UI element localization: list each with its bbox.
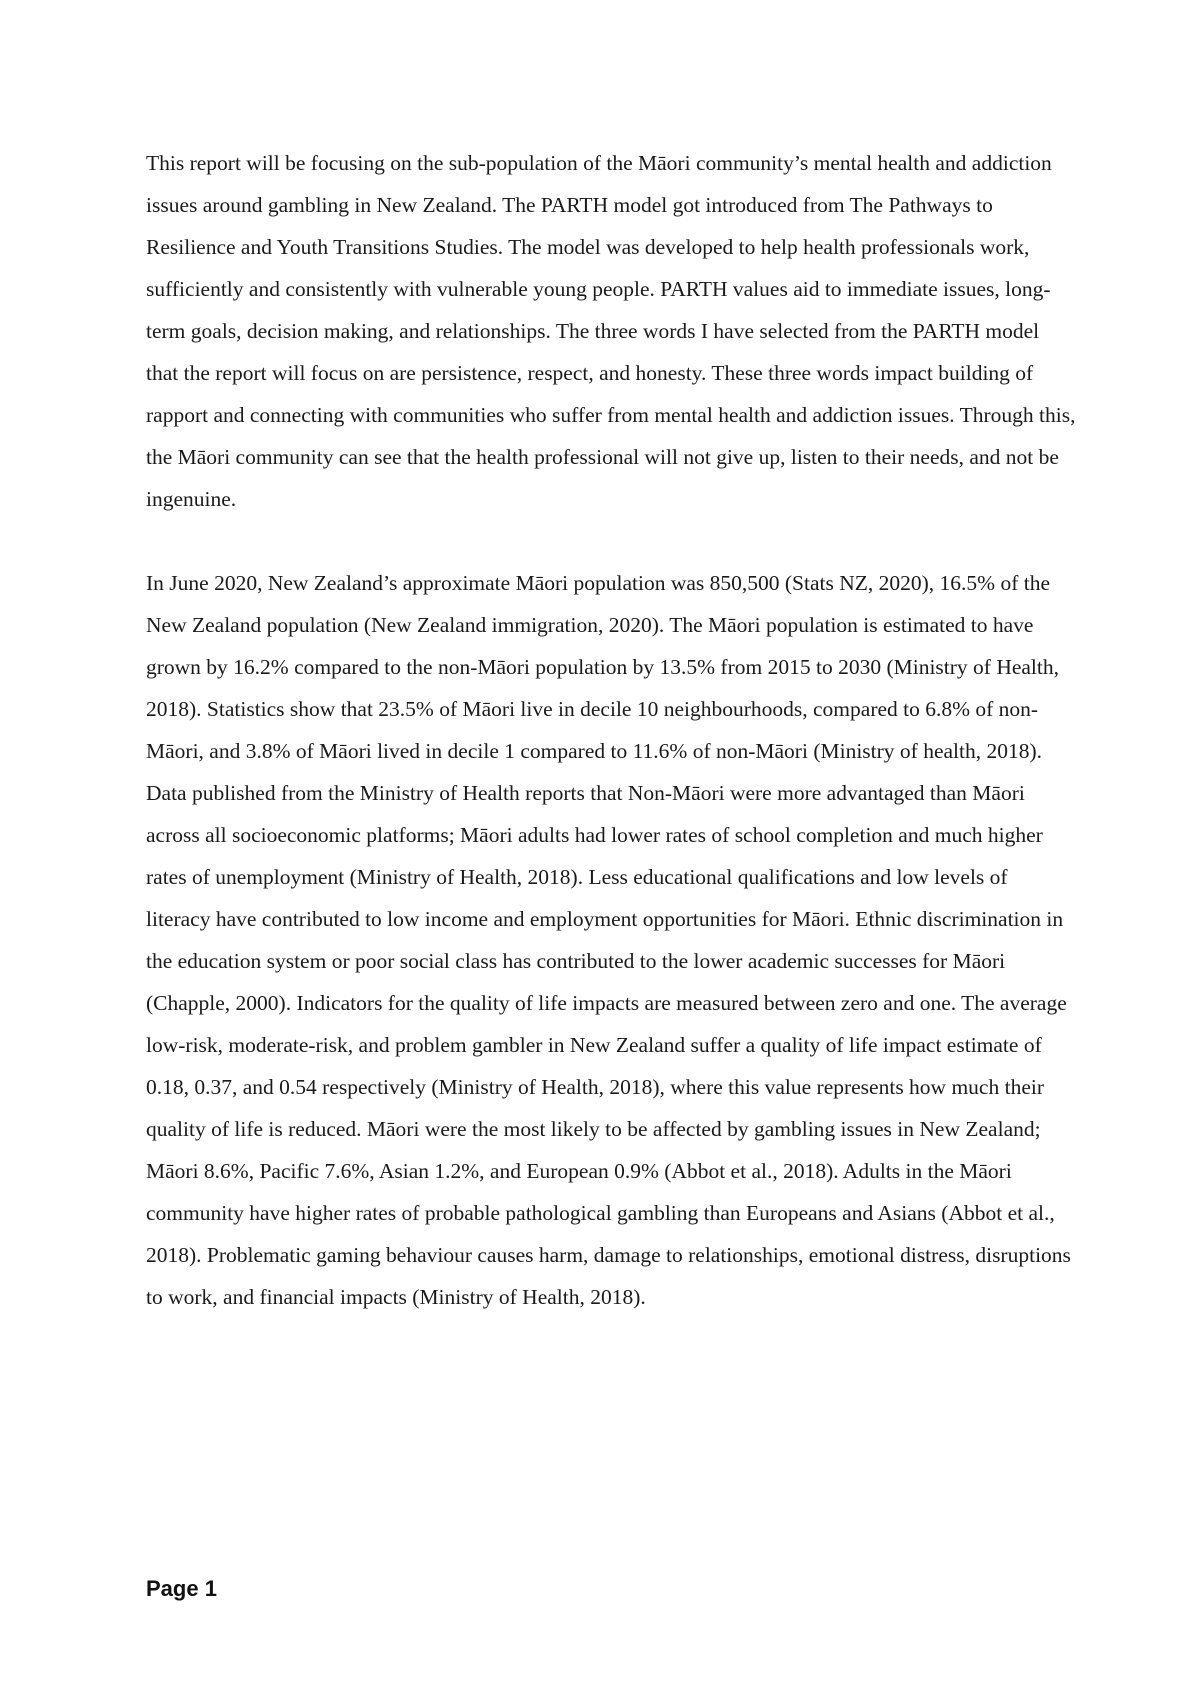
page-number-footer: Page 1: [146, 1576, 217, 1601]
paragraph-statistics: In June 2020, New Zealand’s approximate Māori population was 850,500 (Stats NZ, 2020), 16.5% of the New Zealand population (New Zealand immigration, 2020). The Māori population is estimated to have grown by 16.2% compared to the non-Māori population by 13.5% from 2015 to 2030 (Ministry of Health, 2018). Statistics show that 23.5% of Māori live in decile 10 neighbourhoods, compared to 6.8% of non-Māori, and 3.8% of Māori lived in decile 1 compared to 11.6% of non-Māori (Ministry of health, 2018). Data published from the Ministry of Health reports that Non-Māori were more advantaged than Māori across all socioeconomic platforms; Māori adults had lower rates of school completion and much higher rates of unemployment (Ministry of Health, 2018). Less educational qualifications and low levels of literacy have contributed to low income and employment opportunities for Māori. Ethnic discrimination in the education system or poor social class has contributed to the lower academic successes for Māori (Chapple, 2000). Indicators for the quality of life impacts are measured between zero and one. The average low-risk, moderate-risk, and problem gambler in New Zealand suffer a quality of life impact estimate of 0.18, 0.37, and 0.54 respectively (Ministry of Health, 2018), where this value represents how much their quality of life is reduced. Māori were the most likely to be affected by gambling issues in New Zealand; Māori 8.6%, Pacific 7.6%, Asian 1.2%, and European 0.9% (Abbot et al., 2018). Adults in the Māori community have higher rates of probable pathological gambling than Europeans and Asians (Abbot et al., 2018). Problematic gaming behaviour causes harm, damage to relationships, emotional distress, disruptions to work, and financial impacts (Ministry of Health, 2018).: [146, 571, 1071, 1309]
document-body: [146, 142, 1076, 1360]
paragraph-introduction: This report will be focusing on the sub-population of the Māori community’s mental health and addiction issues around gambling in New Zealand. The PARTH model got introduced from The Pathways to Resilience and Youth Transitions Studies. The model was developed to help health professionals work, sufficiently and consistently with vulnerable young people. PARTH values aid to immediate issues, long-term goals, decision making, and relationships. The three words I have selected from the PARTH model that the report will focus on are persistence, respect, and honesty. These three words impact building of rapport and connecting with communities who suffer from mental health and addiction issues. Through this, the Māori community can see that the health professional will not give up, listen to their needs, and not be ingenuine.: [146, 151, 1076, 511]
